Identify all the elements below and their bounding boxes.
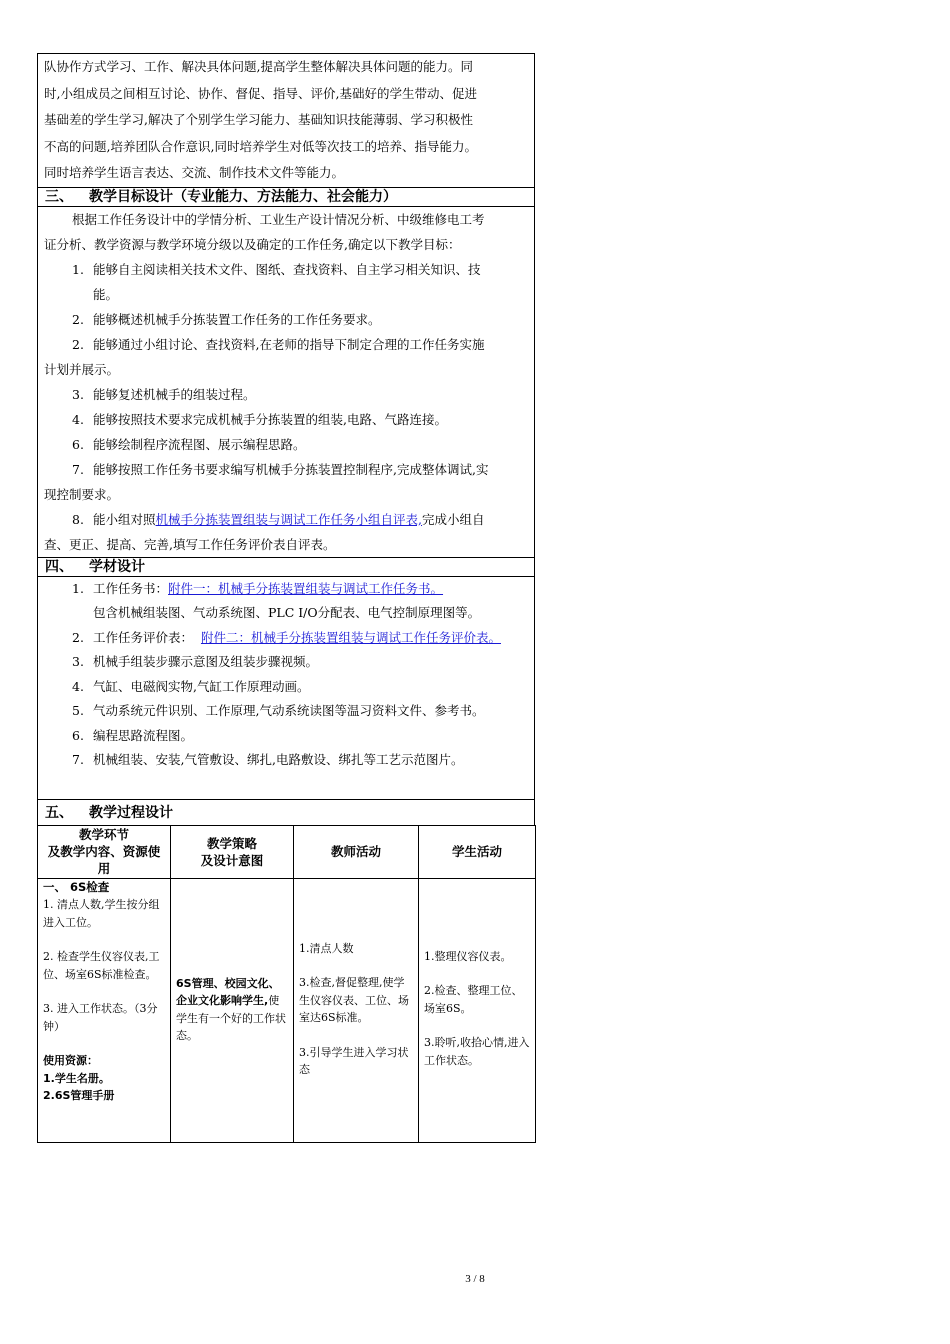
header-student: 学生活动 [419,825,536,878]
goal-item: 6. 能够绘制程序流程图、展示编程思路。 [72,436,306,452]
page-number: 3 / 8 [465,1273,485,1285]
goal-item: 7. 能够按照工作任务书要求编写机械手分拣装置控制程序,完成整体调试,实 现控制要求。 [44,461,489,502]
section-3-content [37,207,535,558]
material-item: 7. 机械组装、安装,气管敷设、绑扎,电路敷设、绑扎等工艺示范图片。 [72,752,464,767]
intro-line: 队协作方式学习、工作、解决具体问题,提高学生整体解决具体问题的能力。同 [44,59,473,74]
section-3-heading: 三、 教学目标设计（专业能力、方法能力、社会能力） [37,188,535,207]
goal-intro: 根据工作任务设计中的学情分析、工业生产设计情况分析、中级维修电工考 [72,211,485,227]
section-5-heading: 五、 教学过程设计 [37,800,535,826]
intro-line: 基础差的学生学习,解决了个别学生学习能力、基础知识技能薄弱、学习积极性 [44,112,473,127]
section-4-content [37,577,535,800]
section-4-heading: 四、 学材设计 [37,558,535,577]
document-body [37,53,535,1143]
stage-cell: 一、 6S检查 1. 清点人数,学生按分组进入工位。 2. 检查学生仪容仪表,工位、场室6S标准检查。 3. 进入工作状态。（3分钟） 使用资源： 1.学生名册。 2.6S管理手册 [38,878,171,1142]
material-item: 包含机械组装图、气动系统图、PLC I/O分配表、电气控制原理图等。 [93,605,481,620]
goal-item: 1. 能够自主阅读相关技术文件、图纸、查找资料、自主学习相关知识、技 能。 [72,261,481,302]
material-item: 1. 工作任务书：附件一：机械手分拣装置组装与调试工作任务书。 [72,580,444,596]
task-book-link[interactable]: 附件一：机械手分拣装置组装与调试工作任务书。 [168,580,444,596]
goal-item: 3. 能够复述机械手的组装过程。 [72,386,256,402]
header-stage: 教学环节 及教学内容、资源使用 [38,825,171,878]
process-table [37,825,536,1143]
goal-item: 4. 能够按照技术要求完成机械手分拣装置的组装,电路、气路连接。 [72,411,447,427]
intro-line: 不高的问题,培养团队合作意识,同时培养学生对低等次技工的培养、指导能力。 [44,138,477,154]
header-strategy: 教学策略 及设计意图 [171,825,294,878]
table-row [38,878,536,1142]
table-header-row [38,825,536,878]
self-evaluation-link[interactable]: 机械手分拣装置组装与调试工作任务小组自评表, [155,511,422,527]
intro-line: 同时培养学生语言表达、交流、制作技术文件等能力。 [44,165,345,180]
goal-item: 2. 能够通过小组讨论、查找资料,在老师的指导下制定合理的工作任务实施 计划并展示。 [44,336,485,377]
header-teacher: 教师活动 [294,825,419,878]
intro-paragraph [37,53,535,188]
evaluation-form-link[interactable]: 附件二：机械手分拣装置组装与调试工作任务评价表。 [200,629,501,645]
material-item: 6. 编程思路流程图。 [72,727,194,743]
teacher-cell: 1.清点人数 3.检查,督促整理,使学生仪容仪表、工位、场室达6S标准。 3.引导学生进入学习状态 [294,878,419,1142]
material-item: 3. 机械手组装步骤示意图及组装步骤视频。 [72,654,319,669]
material-item: 2. 工作任务评价表： 附件二：机械手分拣装置组装与调试工作任务评价表。 [72,629,501,645]
material-item: 5. 气动系统元件识别、工作原理,气动系统读图等温习资料文件、参考书。 [72,703,485,718]
goal-item: 2. 能够概述机械手分拣装置工作任务的工作任务要求。 [72,311,381,327]
goal-item: 8. 能小组对照机械手分拣装置组装与调试工作任务小组自评表,完成小组自 查、更正、提高、完善,填写工作任务评价表自评表。 [44,511,485,552]
strategy-cell: 6S管理、校园文化、企业文化影响学生,使学生有一个好的工作状态。 [171,878,294,1142]
intro-line: 时,小组成员之间相互讨论、协作、督促、指导、评价,基础好的学生带动、促进 [44,85,477,101]
student-cell: 1.整理仪容仪表。 2.检查、整理工位、场室6S。 3.聆听,收拾心情,进入工作状态。 [419,878,536,1142]
material-item: 4. 气缸、电磁阀实物,气缸工作原理动画。 [72,678,310,694]
goal-intro-wrap: 证分析、教学资源与教学环境分级以及确定的工作任务,确定以下教学目标： [44,236,461,252]
